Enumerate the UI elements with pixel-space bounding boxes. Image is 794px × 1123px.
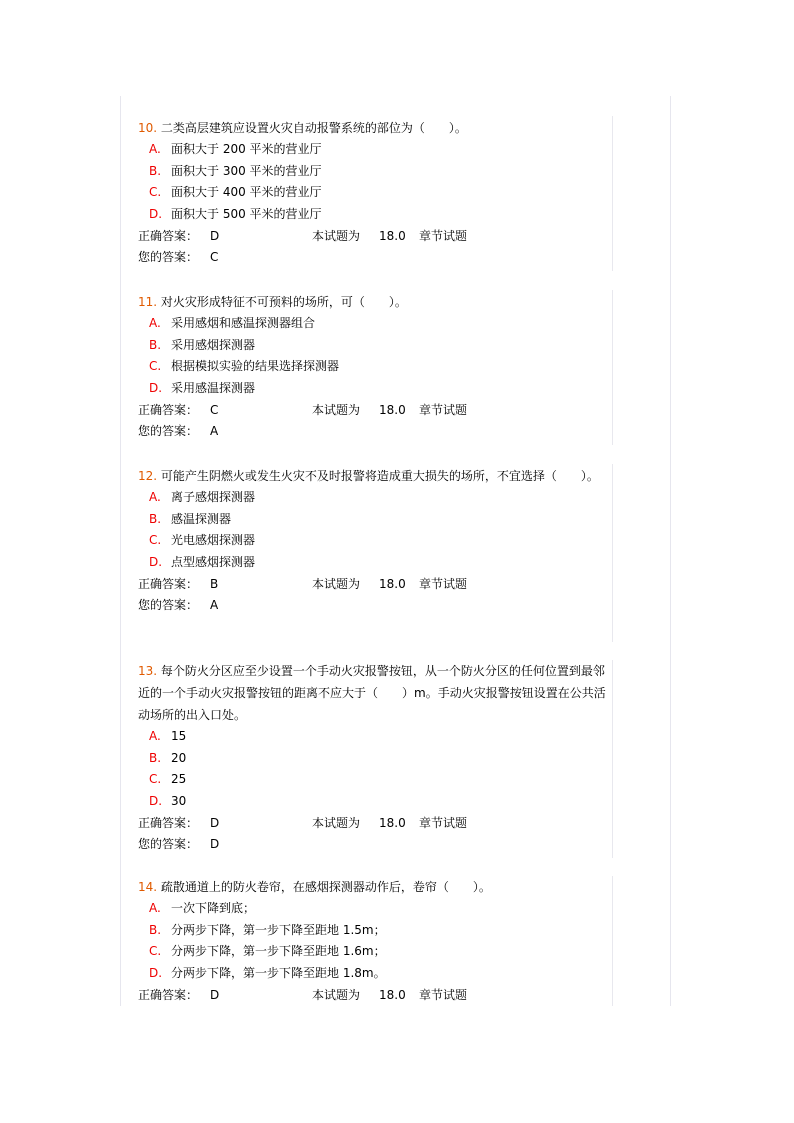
page-left-border	[120, 96, 121, 1006]
question-10	[138, 117, 612, 268]
option-label: D.	[149, 555, 163, 570]
your-answer-label: 您的答案：	[138, 836, 199, 851]
option-label: A.	[149, 901, 161, 915]
score-label: 本试题为	[312, 576, 361, 591]
your-answer-row	[138, 247, 612, 268]
option-d	[138, 552, 612, 574]
score-value: 18.0	[379, 576, 406, 591]
your-answer-row	[138, 834, 612, 855]
option-d	[138, 204, 612, 226]
option-label: B.	[149, 511, 162, 526]
correct-answer-label: 正确答案：	[138, 228, 199, 243]
option-label: C.	[149, 772, 162, 787]
question-stem: 疏散通道上的防火卷帘，在感烟探测器动作后，卷帘（ ）。	[160, 880, 491, 894]
option-text: 采用感烟和感温探测器组合	[171, 316, 316, 330]
correct-answer-value: D	[210, 228, 220, 243]
score-label: 本试题为	[312, 228, 361, 243]
option-c	[138, 769, 612, 791]
option-a	[138, 487, 612, 509]
option-text: 面积大于 200 平米的营业厅	[171, 142, 322, 156]
question-text	[138, 660, 612, 726]
option-text: 面积大于 500 平米的营业厅	[171, 207, 322, 222]
correct-answer-value: D	[210, 815, 220, 830]
correct-answer-value: C	[210, 402, 219, 417]
question-text	[138, 291, 612, 313]
option-label: A.	[149, 490, 161, 504]
score-label: 本试题为	[312, 815, 361, 830]
option-a	[138, 313, 612, 335]
category-label: 章节试题	[419, 987, 468, 1002]
answer-row	[138, 400, 612, 421]
option-label: C.	[149, 359, 162, 374]
question-stem: 二类高层建筑应设置火灾自动报警系统的部位为（ ）。	[160, 121, 467, 135]
option-label: B.	[149, 337, 162, 352]
option-b	[138, 161, 612, 183]
option-label: A.	[149, 142, 161, 156]
score-label: 本试题为	[312, 987, 361, 1002]
option-label: D.	[149, 207, 163, 222]
option-a	[138, 139, 612, 161]
question-number: 13.	[138, 664, 158, 678]
question-separator	[612, 116, 613, 271]
your-answer-row	[138, 421, 612, 442]
question-12	[138, 465, 612, 616]
your-answer-label: 您的答案：	[138, 249, 199, 264]
question-number: 11.	[138, 295, 158, 309]
option-text: 点型感烟探测器	[171, 555, 256, 570]
option-label: C.	[149, 185, 162, 200]
option-c	[138, 182, 612, 204]
your-answer-value: A	[210, 597, 219, 612]
option-label: B.	[149, 922, 162, 937]
option-d	[138, 791, 612, 813]
option-a	[138, 726, 612, 748]
question-separator	[612, 290, 613, 445]
option-text: 离子感烟探测器	[171, 490, 256, 504]
answer-row	[138, 226, 612, 247]
your-answer-value: C	[210, 249, 219, 264]
score-value: 18.0	[379, 228, 406, 243]
option-text: 30	[171, 794, 187, 809]
correct-answer-label: 正确答案：	[138, 815, 199, 830]
answer-row	[138, 813, 612, 834]
option-text: 分两步下降，第一步下降至距地 1.5m；	[171, 922, 386, 937]
question-stem: 对火灾形成特征不可预料的场所，可（ ）。	[160, 295, 407, 309]
option-text: 25	[171, 772, 187, 787]
score-value: 18.0	[379, 815, 406, 830]
option-d	[138, 963, 612, 985]
category-label: 章节试题	[419, 228, 468, 243]
option-c	[138, 530, 612, 552]
option-label: D.	[149, 794, 163, 809]
question-separator	[612, 660, 613, 858]
score-value: 18.0	[379, 402, 406, 417]
question-number: 10.	[138, 121, 158, 135]
question-13	[138, 660, 612, 855]
correct-answer-label: 正确答案：	[138, 576, 199, 591]
option-b	[138, 748, 612, 770]
option-text: 15	[171, 729, 187, 743]
option-text: 一次下降到底；	[171, 901, 256, 915]
option-text: 感温探测器	[171, 511, 232, 526]
option-a	[138, 898, 612, 920]
option-text: 面积大于 400 平米的营业厅	[171, 185, 322, 200]
question-stem: 可能产生阴燃火或发生火灾不及时报警将造成重大损失的场所，不宜选择（ ）。	[160, 469, 599, 483]
your-answer-value: D	[210, 836, 220, 851]
option-text: 采用感温探测器	[171, 381, 256, 396]
page-right-border	[670, 96, 671, 1006]
score-label: 本试题为	[312, 402, 361, 417]
your-answer-row	[138, 595, 612, 616]
option-text: 20	[171, 750, 187, 765]
question-number: 14.	[138, 880, 158, 894]
answer-row	[138, 985, 612, 1006]
option-text: 面积大于 300 平米的营业厅	[171, 163, 322, 178]
score-value: 18.0	[379, 987, 406, 1002]
option-label: A.	[149, 316, 161, 330]
question-text	[138, 876, 612, 898]
question-separator	[612, 876, 613, 1006]
option-text: 采用感烟探测器	[171, 337, 256, 352]
correct-answer-value: B	[210, 576, 219, 591]
option-label: C.	[149, 944, 162, 959]
option-label: D.	[149, 381, 163, 396]
option-label: A.	[149, 729, 161, 743]
correct-answer-label: 正确答案：	[138, 402, 199, 417]
option-label: C.	[149, 533, 162, 548]
correct-answer-value: D	[210, 987, 220, 1002]
option-label: B.	[149, 750, 162, 765]
your-answer-label: 您的答案：	[138, 423, 199, 438]
category-label: 章节试题	[419, 815, 468, 830]
question-number: 12.	[138, 469, 158, 483]
category-label: 章节试题	[419, 576, 468, 591]
option-b	[138, 920, 612, 942]
option-c	[138, 356, 612, 378]
your-answer-label: 您的答案：	[138, 597, 199, 612]
question-11	[138, 291, 612, 442]
option-text: 根据模拟实验的结果选择探测器	[171, 359, 340, 374]
option-text: 分两步下降，第一步下降至距地 1.6m；	[171, 944, 386, 959]
option-text: 分两步下降，第一步下降至距地 1.8m。	[171, 966, 386, 981]
option-text: 光电感烟探测器	[171, 533, 256, 548]
correct-answer-label: 正确答案：	[138, 987, 199, 1002]
question-14	[138, 876, 612, 1006]
question-stem: 每个防火分区应至少设置一个手动火灾报警按钮，从一个防火分区的任何位置到最邻近的一个手动火灾报警按钮的距离不应大于（ ）m。手动火灾报警按钮设置在公共活动场所的出入口处。	[138, 664, 606, 722]
option-label: D.	[149, 966, 163, 981]
your-answer-value: A	[210, 423, 219, 438]
question-text	[138, 117, 612, 139]
option-c	[138, 941, 612, 963]
category-label: 章节试题	[419, 402, 468, 417]
answer-row	[138, 574, 612, 595]
option-b	[138, 335, 612, 357]
option-label: B.	[149, 163, 162, 178]
question-text	[138, 465, 612, 487]
option-d	[138, 378, 612, 400]
option-b	[138, 509, 612, 531]
question-separator	[612, 464, 613, 642]
